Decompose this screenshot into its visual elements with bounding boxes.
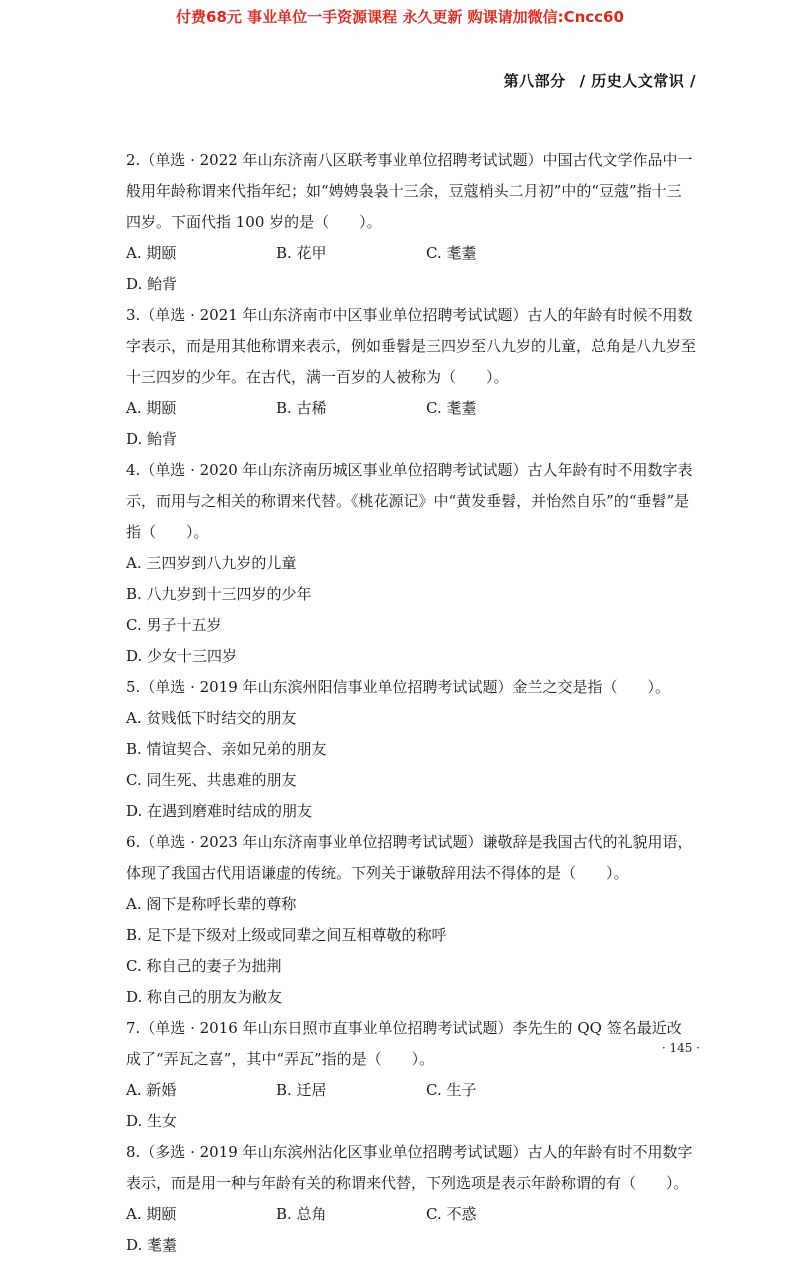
question-list bbox=[126, 145, 696, 1261]
option: D. 鲐背 bbox=[126, 430, 178, 448]
option-row bbox=[126, 1075, 696, 1137]
question-text: 3.（单选 · 2021 年山东济南市中区事业单位招聘考试试题）古人的年龄有时候不用数字表示，而是用其他称谓来表示，例如垂髫是三四岁至八九岁的儿童，总角是八九岁至十三四岁的少年。在古代，满一百岁的人被称为（ ）。 bbox=[126, 306, 697, 386]
question-item bbox=[126, 1137, 696, 1261]
option-row bbox=[126, 393, 696, 455]
question-text: 4.（单选 · 2020 年山东济南历城区事业单位招聘考试试题）古人年龄有时不用数字表示，而用与之相关的称谓来代替。《桃花源记》中“黄发垂髫，并怡然自乐”的“垂髫”是指（ ）。 bbox=[126, 461, 693, 541]
option-row bbox=[126, 889, 696, 1013]
option: D. 称自己的朋友为敝友 bbox=[126, 988, 283, 1006]
question-item bbox=[126, 455, 696, 672]
option: D. 鲐背 bbox=[126, 275, 178, 293]
question-item bbox=[126, 300, 696, 455]
page-number: · 145 · bbox=[661, 1041, 700, 1055]
part-label: 第八部分 bbox=[503, 72, 566, 90]
option-row bbox=[126, 548, 696, 672]
question-item bbox=[126, 672, 696, 827]
option: A. 新婚 bbox=[126, 1081, 177, 1099]
option: A. 期颐 bbox=[126, 399, 177, 417]
option: C. 不惑 bbox=[426, 1205, 477, 1223]
option: B. 古稀 bbox=[276, 399, 327, 417]
option: D. 耄耋 bbox=[126, 1236, 178, 1254]
option: D. 少女十三四岁 bbox=[126, 647, 238, 665]
question-item bbox=[126, 1013, 696, 1137]
option: B. 八九岁到十三四岁的少年 bbox=[126, 585, 312, 603]
option: A. 阁下是称呼长辈的尊称 bbox=[126, 895, 297, 913]
option: B. 情谊契合、亲如兄弟的朋友 bbox=[126, 740, 327, 758]
option: C. 耄耋 bbox=[426, 399, 477, 417]
option-row bbox=[126, 238, 696, 300]
option: A. 贫贱低下时结交的朋友 bbox=[126, 709, 297, 727]
option: D. 在遇到磨难时结成的朋友 bbox=[126, 802, 313, 820]
question-text: 6.（单选 · 2023 年山东济南事业单位招聘考试试题）谦敬辞是我国古代的礼貌用语，体现了我国古代用语谦虚的传统。下列关于谦敬辞用法不得体的是（ ）。 bbox=[126, 833, 693, 882]
option: B. 足下是下级对上级或同辈之间互相尊敬的称呼 bbox=[126, 926, 447, 944]
option: A. 三四岁到八九岁的儿童 bbox=[126, 554, 297, 572]
option: B. 总角 bbox=[276, 1205, 327, 1223]
option: C. 称自己的妻子为拙荆 bbox=[126, 957, 282, 975]
question-text: 7.（单选 · 2016 年山东日照市直事业单位招聘考试试题）李先生的 QQ 签名最近改成了“弄瓦之喜”，其中“弄瓦”指的是（ ）。 bbox=[126, 1019, 682, 1068]
option: C. 同生死、共患难的朋友 bbox=[126, 771, 297, 789]
page-header bbox=[504, 70, 704, 91]
option: C. 男子十五岁 bbox=[126, 616, 222, 634]
option-row bbox=[126, 1199, 696, 1261]
question-item bbox=[126, 827, 696, 1013]
option: C. 耄耋 bbox=[426, 244, 477, 262]
option: B. 迁居 bbox=[276, 1081, 327, 1099]
question-text: 2.（单选 · 2022 年山东济南八区联考事业单位招聘考试试题）中国古代文学作品中一般用年龄称谓来代指年纪；如“娉娉袅袅十三余，豆蔻梢头二月初”中的“豆蔻”指十三四岁。下面代指 100 岁的是（ ）。 bbox=[126, 151, 693, 231]
question-item bbox=[126, 145, 696, 300]
option-row bbox=[126, 703, 696, 827]
option: A. 期颐 bbox=[126, 244, 177, 262]
option: D. 生女 bbox=[126, 1112, 178, 1130]
option: C. 生子 bbox=[426, 1081, 477, 1099]
watermark-banner: 付费68元 事业单位一手资源课程 永久更新 购课请加微信:Cncc60 bbox=[176, 8, 624, 26]
question-text: 5.（单选 · 2019 年山东滨州阳信事业单位招聘考试试题）金兰之交是指（ ）。 bbox=[126, 678, 671, 696]
option: A. 期颐 bbox=[126, 1205, 177, 1223]
option: B. 花甲 bbox=[276, 244, 327, 262]
section-label: / 历史人文常识 / bbox=[579, 72, 696, 90]
question-text: 8.（多选 · 2019 年山东滨州沾化区事业单位招聘考试试题）古人的年龄有时不用数字表示，而是用一种与年龄有关的称谓来代替，下列选项是表示年龄称谓的有（ ）。 bbox=[126, 1143, 693, 1192]
